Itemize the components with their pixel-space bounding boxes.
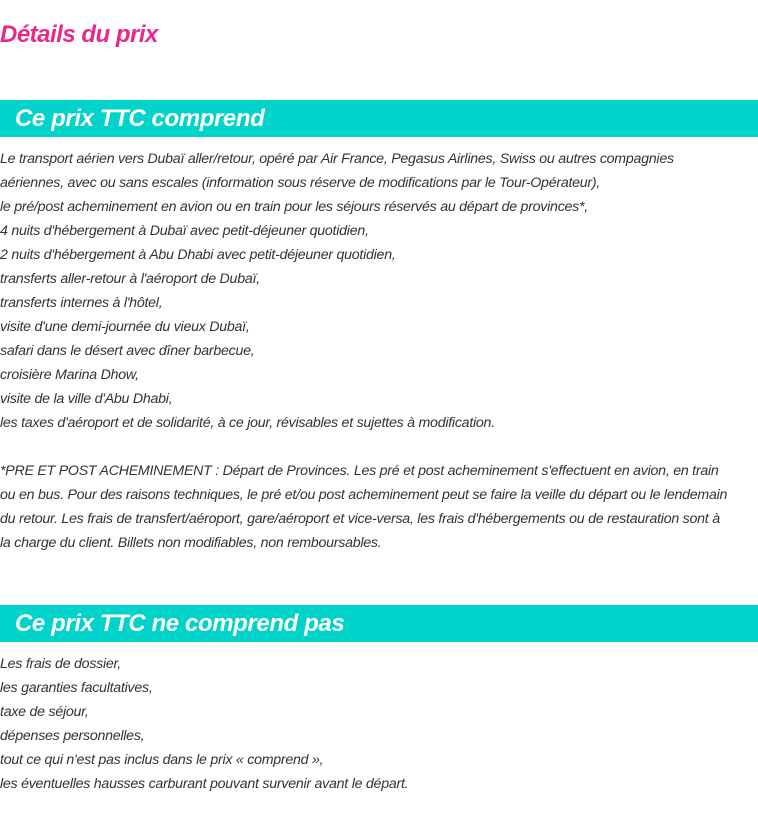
list-item: transferts internes à l'hôtel, [0,295,163,311]
list-item: dépenses personnelles, [0,728,145,744]
list-item: 2 nuits d'hébergement à Abu Dhabi avec petit-déjeuner quotidien, [0,247,396,263]
list-item: transferts aller-retour à l'aéroport de Dubaï, [0,271,260,287]
excluded-list [0,652,758,796]
list-item: Le transport aérien vers Dubaï aller/retour, opéré par Air France, Pegasus Airlines, Swiss ou autres compagnies [0,151,674,167]
list-item: visite d'une demi-journée du vieux Dubaï, [0,319,250,335]
note-line: la charge du client. Billets non modifiables, non remboursables. [0,535,382,551]
list-item: tout ce qui n'est pas inclus dans le prix « comprend », [0,752,324,768]
list-item: croisière Marina Dhow, [0,367,139,383]
list-item: aériennes, avec ou sans escales (information sous réserve de modifications par le Tour-Opérateur), [0,175,601,191]
note-line: du retour. Les frais de transfert/aéroport, gare/aéroport et vice-versa, les frais d'hébergements ou de restauration sont à [0,511,720,527]
included-list [0,147,758,435]
list-item: le pré/post acheminement en avion ou en train pour les séjours réservés au départ de provinces*, [0,199,588,215]
excluded-section-header: Ce prix TTC ne comprend pas [0,605,758,642]
list-item: safari dans le désert avec dîner barbecue, [0,343,255,359]
note-line: *PRE ET POST ACHEMINEMENT : Départ de Provinces. Les pré et post acheminement s'effectuent en avion, en train [0,463,719,479]
list-item: les éventuelles hausses carburant pouvant survenir avant le départ. [0,776,409,792]
included-section-header: Ce prix TTC comprend [0,100,758,137]
list-item: Les frais de dossier, [0,656,121,672]
acheminement-note [0,459,758,555]
list-item: 4 nuits d'hébergement à Dubaï avec petit-déjeuner quotidien, [0,223,369,239]
note-line: ou en bus. Pour des raisons techniques, le pré et/ou post acheminement peut se faire la veille du départ ou le lendemain [0,487,728,503]
list-item: les taxes d'aéroport et de solidarité, à ce jour, révisables et sujettes à modification. [0,415,495,431]
list-item: visite de la ville d'Abu Dhabi, [0,391,173,407]
list-item: les garanties facultatives, [0,680,153,696]
page-title: Détails du prix [0,21,158,48]
list-item: taxe de séjour, [0,704,89,720]
